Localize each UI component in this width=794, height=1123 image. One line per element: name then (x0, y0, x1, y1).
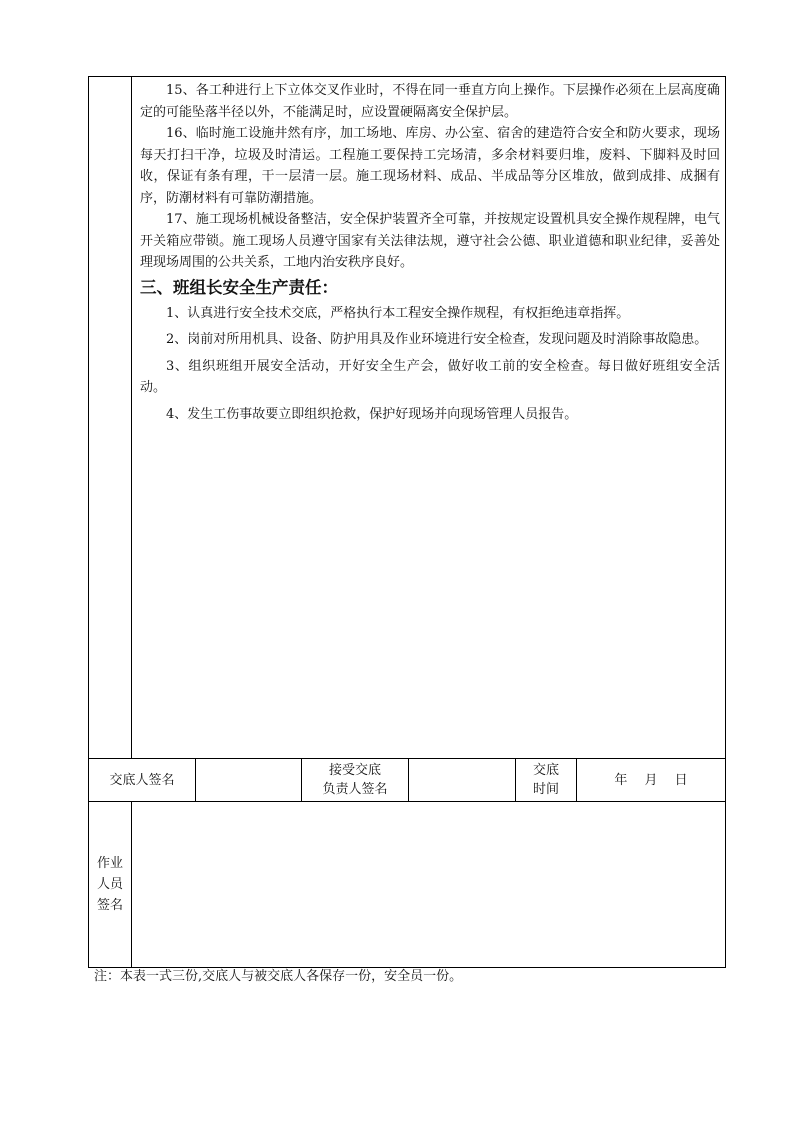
receiver-label-line1: 接受交底 (328, 763, 381, 778)
receiver-signature-cell[interactable] (409, 759, 516, 801)
discloser-signature-cell[interactable] (196, 759, 302, 801)
item-15: 15、各工种进行上下立体交叉作业时，不得在同一垂直方向上操作。下层操作必须在上层高度确定的可能坠落半径以外，不能满足时，应设置硬隔离安全保护层。 (140, 83, 720, 120)
discloser-label-text: 交底人签名 (109, 772, 175, 788)
time-label (516, 759, 577, 801)
receiver-label (302, 759, 409, 801)
item-17: 17、施工现场机械设备整洁，安全保护装置齐全可靠，并按规定设置机具安全操作规程牌，电气开关箱应带锁。施工现场人员遵守国家有关法律法规，遵守社会公德、职业道德和职业纪律，妥善处理现场周围的公共关系，工地内治安秩序良好。 (140, 212, 720, 270)
workers-label (89, 802, 132, 967)
duty-2: 2、岗前对所用机具、设备、防护用具及作业环境进行安全检查，发现问题及时消除事故隐患。 (166, 332, 708, 347)
duty-3: 3、组织班组开展安全活动，开好安全生产会，做好收工前的安全检查。每日做好班组安全活动。 (140, 358, 720, 395)
receiver-label-line2: 负责人签名 (322, 782, 388, 797)
date-cell[interactable] (577, 759, 725, 801)
time-label-line1: 交底 (532, 763, 559, 778)
footnote: 注：本表一式三份,交底人与被交底人各保存一份，安全员一份。 (94, 969, 463, 984)
date-placeholder: 年 月 日 (614, 772, 688, 788)
time-label-line2: 时间 (532, 782, 559, 797)
duty-4: 4、发生工伤事故要立即组织抢救，保护好现场并向现场管理人员报告。 (166, 406, 578, 422)
workers-label-line2: 人员 (96, 877, 123, 892)
workers-label-line1: 作业 (96, 856, 123, 871)
duty-1: 1、认真进行安全技术交底，严格执行本工程安全操作规程，有权拒绝违章指挥。 (166, 305, 630, 321)
content-body (140, 80, 720, 425)
section-heading: 三、班组长安全生产责任： (140, 277, 338, 297)
disclosure-form (88, 76, 726, 968)
workers-section (88, 802, 726, 968)
content-section (88, 76, 726, 759)
workers-signature-area[interactable] (132, 802, 725, 967)
workers-label-line3: 签名 (96, 898, 123, 913)
left-blank-column (89, 77, 132, 758)
item-16: 16、临时施工设施井然有序，加工场地、库房、办公室、宿舍的建造符合安全和防火要求，现场每天打扫干净，垃圾及时清运。工程施工要保持工完场清，多余材料要归堆，废料、下脚料及时回收，保证有条有理，干一层清一层。施工现场材料、成品、半成品等分区堆放，做到成排、成捆有序，防潮材料有可靠防潮措施。 (140, 126, 720, 206)
signature-row (88, 759, 726, 802)
discloser-label (89, 759, 196, 801)
